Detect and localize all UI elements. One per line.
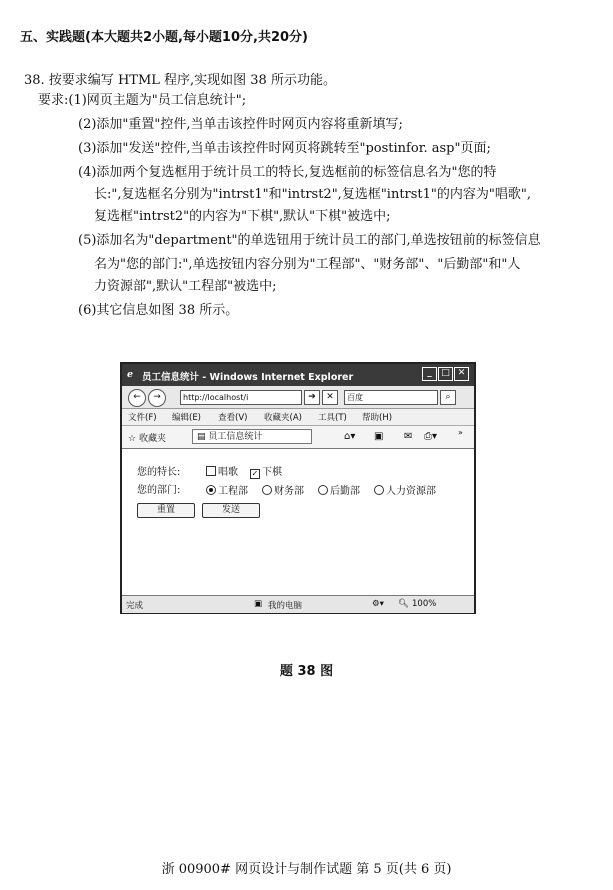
radio-label: 后勤部 xyxy=(330,486,360,497)
address-bar xyxy=(122,386,474,409)
radio-logistics[interactable] xyxy=(318,482,360,497)
reset-button[interactable]: 重置 xyxy=(137,503,195,518)
radio-dot-selected[interactable] xyxy=(206,485,216,495)
favorites-button[interactable] xyxy=(128,431,166,444)
url-field[interactable]: http://localhost/i xyxy=(180,390,302,405)
home-icon[interactable]: ⌂▾ xyxy=(344,431,356,442)
requirement-4: (4)添加两个复选框用于统计员工的特长,复选框前的标签信息名为"您的特 xyxy=(78,165,497,180)
checkbox-box[interactable] xyxy=(206,466,216,476)
menu-favorites[interactable]: 收藏夹(A) xyxy=(264,413,302,423)
requirement-4-cont-2: 复选框"intrst2"的内容为"下棋",默认"下棋"被选中; xyxy=(94,209,391,224)
more-icon[interactable]: » xyxy=(458,428,463,437)
requirement-3: (3)添加"发送"控件,当单击该控件时网页将跳转至"postinfor. asp"页面; xyxy=(78,141,491,156)
figure-caption: 题 38 图 xyxy=(279,664,334,679)
window-title: 员工信息统计 - Windows Internet Explorer xyxy=(142,372,354,383)
ie-logo-icon: ℯ xyxy=(127,369,134,380)
requirement-5: (5)添加名为"department"的单选钮用于统计员工的部门,单选按钮前的标签信息 xyxy=(78,233,541,248)
radio-dot[interactable] xyxy=(374,485,384,495)
feeds-icon[interactable]: ▣ xyxy=(374,431,384,442)
search-input[interactable]: 百度 xyxy=(344,390,438,405)
section-heading: 五、实践题(本大题共2小题,每小题10分,共20分) xyxy=(20,30,308,45)
browser-window-figure xyxy=(120,362,476,614)
mail-icon[interactable]: ✉ xyxy=(404,431,413,442)
star-icon: ☆ xyxy=(128,434,137,444)
radio-dot[interactable] xyxy=(318,485,328,495)
print-icon[interactable]: ⎙▾ xyxy=(424,431,438,442)
submit-button[interactable]: 发送 xyxy=(202,503,260,518)
maximize-icon[interactable]: □ xyxy=(438,367,453,381)
requirement-5-cont-1: 名为"您的部门:",单选按钮内容分别为"工程部"、"财务部"、"后勤部"和"人 xyxy=(94,257,521,272)
status-text: 完成 xyxy=(126,601,144,611)
menu-help[interactable]: 帮助(H) xyxy=(362,413,393,423)
menu-bar xyxy=(122,409,474,426)
tab-title: 员工信息统计 xyxy=(208,432,263,442)
checkbox-box-checked[interactable]: ✓ xyxy=(251,469,259,478)
specialty-label: 您的特长: xyxy=(137,467,181,478)
stop-icon[interactable]: ✕ xyxy=(322,390,338,405)
requirement-6: (6)其它信息如图 38 所示。 xyxy=(78,303,239,318)
requirement-5-cont-2: 力资源部",默认"工程部"被选中; xyxy=(94,279,277,294)
back-icon[interactable]: ← xyxy=(128,389,146,407)
question-stem: 38. 按要求编写 HTML 程序,实现如图 38 所示功能。 xyxy=(24,73,336,88)
menu-file[interactable]: 文件(F) xyxy=(128,413,157,423)
zone-text: 我的电脑 xyxy=(268,601,303,611)
radio-label: 财务部 xyxy=(274,486,304,497)
forward-icon[interactable]: → xyxy=(148,389,166,407)
tab-current[interactable] xyxy=(192,429,312,444)
menu-view[interactable]: 查看(V) xyxy=(218,413,248,423)
checkbox-intrst1[interactable] xyxy=(206,463,238,478)
favorites-bar xyxy=(122,426,474,449)
radio-finance[interactable] xyxy=(262,482,304,497)
zoom-level[interactable]: 100% xyxy=(412,599,437,609)
checkbox-label: 唱歌 xyxy=(218,467,238,478)
requirement-1: 要求:(1)网页主题为"员工信息统计"; xyxy=(38,93,247,108)
radio-engineering[interactable] xyxy=(206,482,248,497)
menu-edit[interactable]: 编辑(E) xyxy=(172,413,202,423)
status-bar xyxy=(122,595,474,613)
department-label: 您的部门: xyxy=(137,485,181,496)
favorites-label: 收藏夹 xyxy=(138,434,166,444)
page-content xyxy=(122,449,474,595)
zoom-icon[interactable]: 🔍︎ xyxy=(398,599,409,609)
radio-label: 工程部 xyxy=(218,486,248,497)
computer-icon: ▣ xyxy=(254,599,263,609)
title-bar xyxy=(122,364,474,386)
protected-mode-icon[interactable]: ⚙▾ xyxy=(372,599,384,609)
requirement-4-cont-1: 长:",复选框名分别为"intrst1"和"intrst2",复选框"intrst1"的内容为"唱歌", xyxy=(94,187,531,202)
close-icon[interactable]: ✕ xyxy=(454,367,469,381)
checkbox-intrst2[interactable] xyxy=(250,463,282,479)
go-icon[interactable]: ➔ xyxy=(304,390,320,405)
minimize-icon[interactable]: _ xyxy=(422,367,437,381)
requirement-2: (2)添加"重置"控件,当单击该控件时网页内容将重新填写; xyxy=(78,117,403,132)
menu-tools[interactable]: 工具(T) xyxy=(318,413,347,423)
checkbox-label: 下棋 xyxy=(262,467,282,478)
radio-dot[interactable] xyxy=(262,485,272,495)
search-icon[interactable]: ⌕ xyxy=(440,390,456,405)
page-icon: ▤ xyxy=(197,432,209,442)
radio-hr[interactable] xyxy=(374,482,436,497)
page-footer: 浙 00900# 网页设计与制作试题 第 5 页(共 6 页) xyxy=(161,862,452,877)
radio-label: 人力资源部 xyxy=(386,486,436,497)
